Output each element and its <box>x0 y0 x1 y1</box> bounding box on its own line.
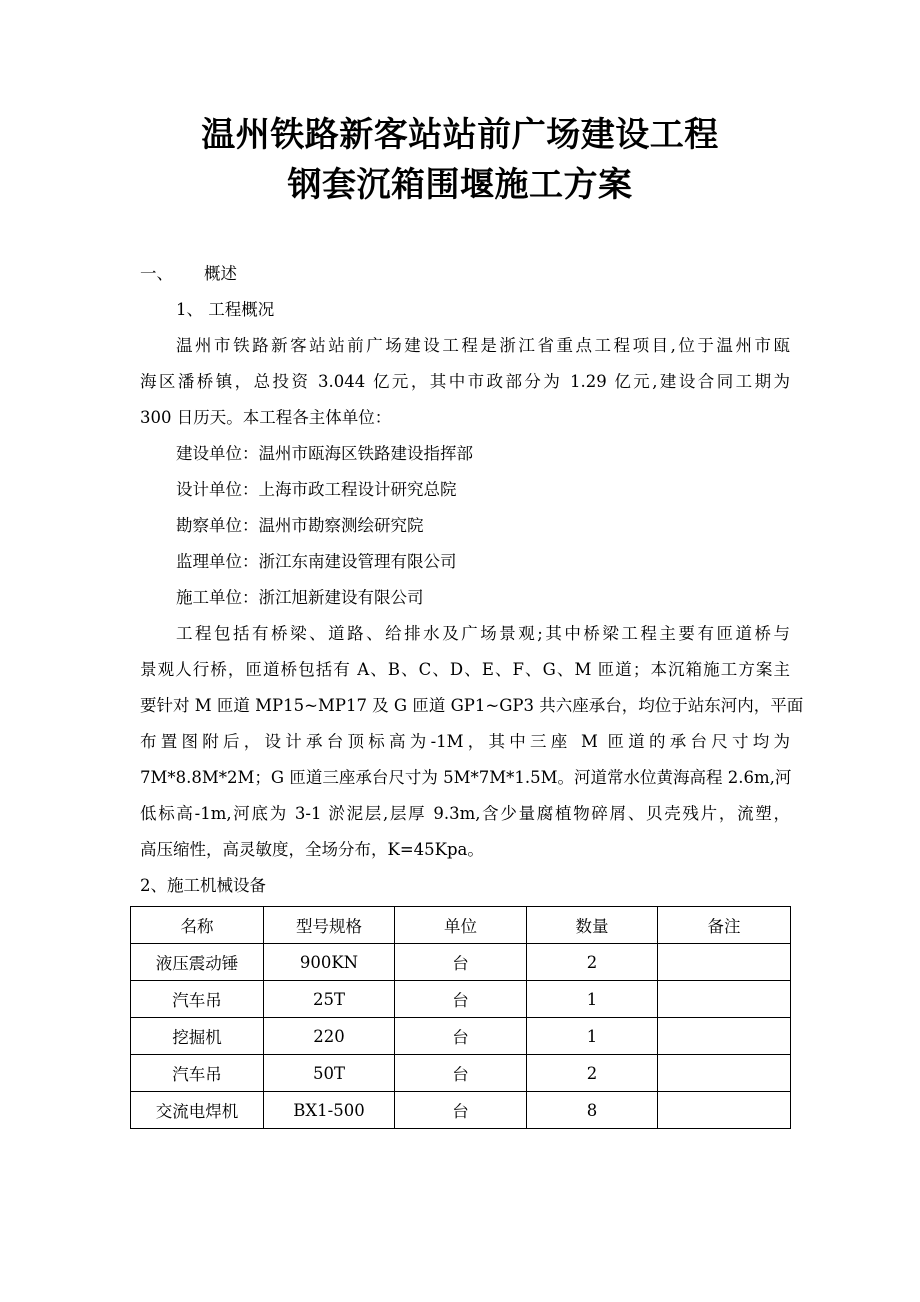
cell-unit: 台 <box>395 1018 527 1055</box>
cell-remarks <box>658 1055 791 1092</box>
cell-model: 220 <box>264 1018 395 1055</box>
paragraph-line: 低标高-1m,河底为 3-1 淤泥层,层厚 9.3m,含少量腐植物碎屑、贝壳残片，流塑， <box>140 804 790 823</box>
paragraph-line: 海区潘桥镇，总投资 3.044 亿元，其中市政部分为 1.29 亿元,建设合同工期为 <box>140 372 790 391</box>
paragraph-line: 高压缩性，高灵敏度，全场分布，K=45Kpa。 <box>140 840 484 859</box>
document-title-line1: 温州铁路新客站站前广场建设工程 <box>201 115 719 155</box>
header-unit: 单位 <box>395 907 527 944</box>
table-row <box>131 981 791 1018</box>
table-row <box>131 1018 791 1055</box>
unit-line-survey: 勘察单位：温州市勘察测绘研究院 <box>176 516 424 535</box>
table-row <box>131 944 791 981</box>
cell-model: BX1-500 <box>264 1092 395 1129</box>
cell-quantity: 1 <box>527 1018 658 1055</box>
unit-line-supervision: 监理单位：浙江东南建设管理有限公司 <box>176 552 457 571</box>
cell-name: 挖掘机 <box>131 1018 264 1055</box>
cell-quantity: 2 <box>527 1055 658 1092</box>
paragraph-line: 要针对 M 匝道 MP15~MP17 及 G 匝道 GP1~GP3 共六座承台，均位于站东河内，平面 <box>140 696 804 715</box>
header-quantity: 数量 <box>527 907 658 944</box>
cell-model: 50T <box>264 1055 395 1092</box>
unit-line-design: 设计单位：上海市政工程设计研究总院 <box>176 480 457 499</box>
cell-quantity: 2 <box>527 944 658 981</box>
section-number: 一、 <box>140 264 173 283</box>
cell-remarks <box>658 944 791 981</box>
cell-name: 汽车吊 <box>131 1055 264 1092</box>
paragraph-line: 温州市铁路新客站站前广场建设工程是浙江省重点工程项目,位于温州市瓯 <box>176 336 790 355</box>
header-model: 型号规格 <box>264 907 395 944</box>
cell-remarks <box>658 1018 791 1055</box>
cell-unit: 台 <box>395 944 527 981</box>
cell-remarks <box>658 981 791 1018</box>
header-remarks: 备注 <box>658 907 791 944</box>
paragraph-line: 7M*8.8M*2M；G 匝道三座承台尺寸为 5M*7M*1.5M。河道常水位黄海高程 2.6m,河 <box>140 768 792 787</box>
paragraph-line: 布置图附后，设计承台顶标高为-1M，其中三座 M 匝道的承台尺寸均为 <box>140 732 790 751</box>
paragraph-line: 300 日历天。本工程各主体单位： <box>140 408 392 427</box>
equipment-table <box>130 906 791 1129</box>
unit-line-construction: 建设单位：温州市瓯海区铁路建设指挥部 <box>176 444 473 463</box>
cell-remarks <box>658 1092 791 1129</box>
cell-unit: 台 <box>395 981 527 1018</box>
cell-name: 液压震动锤 <box>131 944 264 981</box>
cell-name: 交流电焊机 <box>131 1092 264 1129</box>
cell-quantity: 8 <box>527 1092 658 1129</box>
cell-model: 900KN <box>264 944 395 981</box>
cell-model: 25T <box>264 981 395 1018</box>
subsection-heading-equipment: 2、施工机械设备 <box>140 876 266 895</box>
document-title-line2: 钢套沉箱围堰施工方案 <box>287 165 633 205</box>
cell-quantity: 1 <box>527 981 658 1018</box>
paragraph-line: 景观人行桥，匝道桥包括有 A、B、C、D、E、F、G、M 匝道；本沉箱施工方案主 <box>140 660 790 679</box>
section-heading-overview <box>140 266 790 283</box>
subsection-heading-project: 1、 工程概况 <box>176 300 275 319</box>
header-name: 名称 <box>131 907 264 944</box>
table-header-row <box>131 907 791 944</box>
table-row <box>131 1092 791 1129</box>
cell-unit: 台 <box>395 1092 527 1129</box>
cell-unit: 台 <box>395 1055 527 1092</box>
table-row <box>131 1055 791 1092</box>
paragraph-line: 工程包括有桥梁、道路、给排水及广场景观;其中桥梁工程主要有匝道桥与 <box>176 624 790 643</box>
unit-line-contractor: 施工单位：浙江旭新建设有限公司 <box>176 588 424 607</box>
section-title: 概述 <box>204 264 237 283</box>
cell-name: 汽车吊 <box>131 981 264 1018</box>
